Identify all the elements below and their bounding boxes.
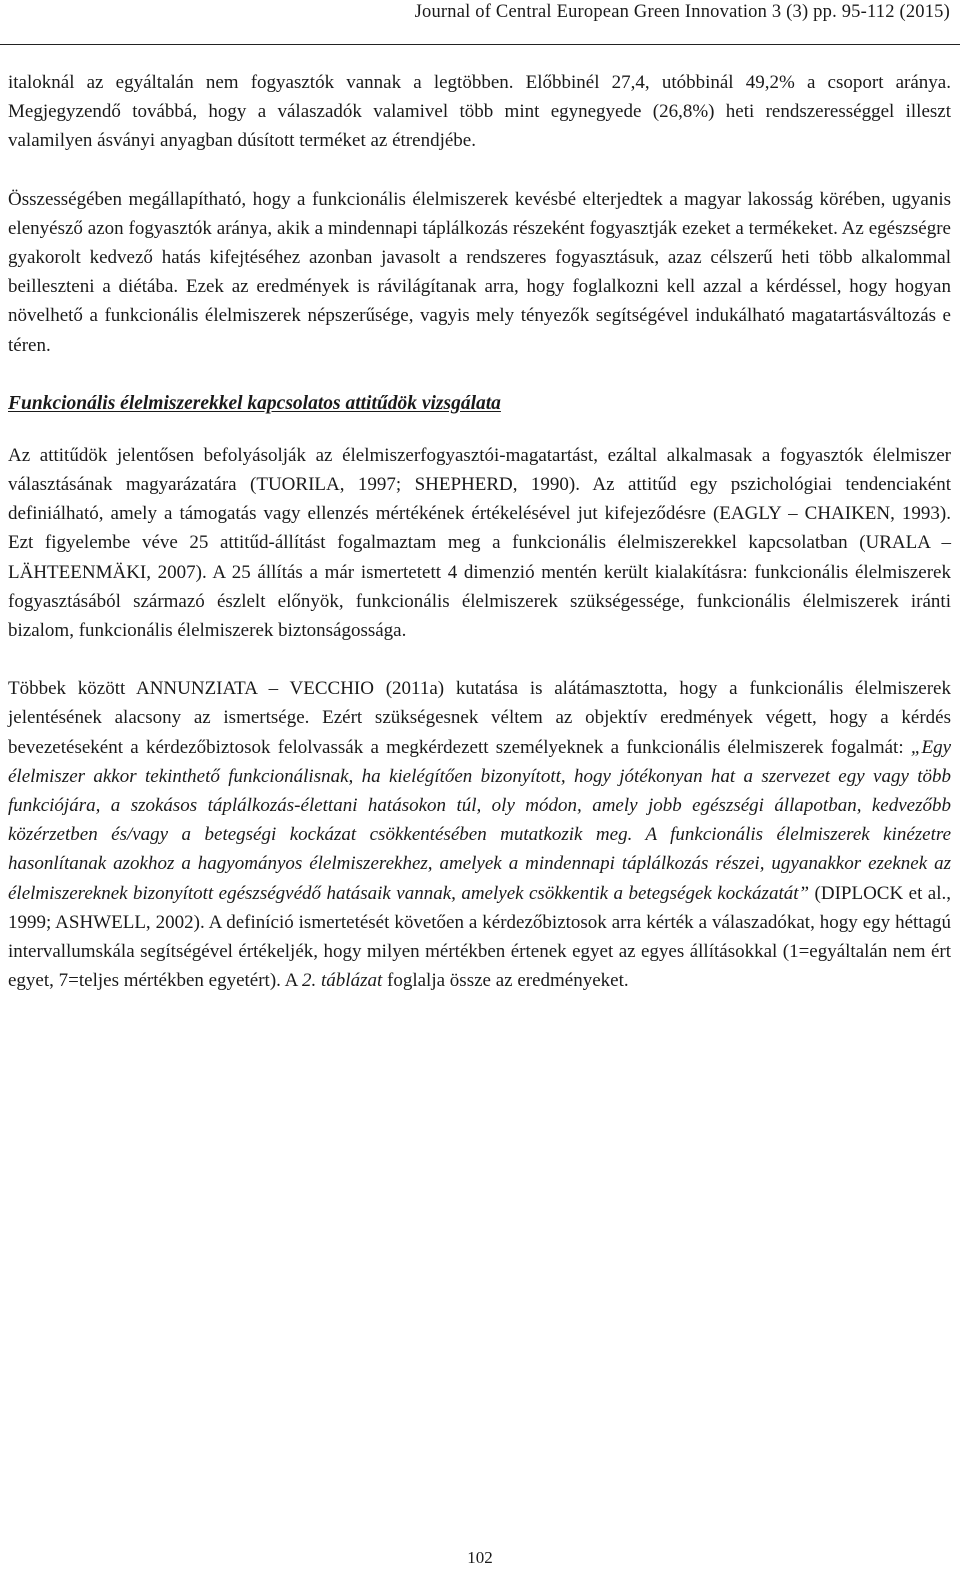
article-body	[8, 68, 951, 1024]
paragraph-4-intro: Többek között ANNUNZIATA – VECCHIO (2011a) kutatása is alátámasztotta, hogy a funkcionális élelmiszerek jelentésének alacsony az ismertsége. Ezért szükségesnek véltem az objektív eredmények végett, hogy a kérdés bevezetéseként a kérdezőbiztosok felolvassák a megkérdezett személyeknek a funkcionális élelmiszerek fogalmát:	[8, 678, 951, 758]
paragraph-1: italoknál az egyáltalán nem fogyasztók vannak a legtöbben. Előbbinél 27,4, utóbbinál 49,2% a csoport aránya. Megjegyzendő továbbá, hogy a válaszadók valamivel több mint egynegyede (26,8%) heti rendszerességgel illeszt valamilyen ásványi anyagban dúsított terméket az étrendjébe.	[8, 72, 951, 152]
definition-quote: „Egy élelmiszer akkor tekinthető funkcionálisnak, ha kielégítően bizonyított, hogy jótékonyan hat a szervezet egy vagy több funkciójára, a szokásos táplálkozás-élettani hatásokon túl, oly módon, amely jobb egészségi állapotban, kedvezőbb közérzetben és/vagy a betegségi kockázat csökkentésében mutatkozik meg. A funkcionális élelmiszerek kinézetre hasonlítanak azokhoz a hagyományos élelmiszerekhez, amelyek a mindennapi táplálkozás részei, ugyanakkor ezeknek az élelmiszereknek bizonyított egészségvédő hatásaik vannak, amelyek csökkentik a betegségek kockázatát”	[8, 736, 951, 904]
table-reference: 2. táblázat	[302, 970, 383, 992]
page-number: 102	[467, 1548, 493, 1567]
paragraph-3: Az attitűdök jelentősen befolyásolják az élelmiszerfogyasztói-magatartást, ezáltal alkalmasak a fogyasztók élelmiszer választásának magyarázatára (TUORILA, 1997; SHEPHERD, 1990). Az attitűd egy pszichológiai tendenciaként definiálható, amely a támogatás vagy ellenzés mértékének értékelésével jut kifejeződésre (EAGLY – CHAIKEN, 1993). Ezt figyelembe véve 25 attitűd-állítást fogalmaztam meg a funkcionális élelmiszerekkel kapcsolatban (URALA – LÄHTEENMÄKI, 2007). A 25 állítás a már ismertetett 4 dimenzió mentén került kialakításra: funkcionális élelmiszerek fogyasztásából származó észlelt előnyök, funkcionális élelmiszerek szükségessége, funkcionális élelmiszerek iránti bizalom, funkcionális élelmiszerek biztonságossága.	[8, 444, 951, 642]
paragraph-4-end: foglalja össze az eredményeket.	[382, 970, 629, 992]
paragraph-4-continuation: (DIPLOCK et al., 1999; ASHWELL, 2002). A definíció ismertetését követően a kérdezőbiztosok arra kérték a válaszadókat, hogy egy héttagú intervallumskála segítségével értékeljék, hogy milyen mértékben értenek egyet az egyes állításokkal (1=egyáltalán nem ért egyet, 7=teljes mértékben egyetért). A	[8, 882, 951, 992]
journal-citation: Journal of Central European Green Innovation 3 (3) pp. 95-112 (2015)	[414, 2, 950, 22]
paragraph-4	[8, 674, 951, 995]
paragraph-2: Összességében megállapítható, hogy a funkcionális élelmiszerek kevésbé elterjedtek a magyar lakosság körében, ugyanis elenyésző azon fogyasztók aránya, akik a mindennapi táplálkozás részeként fogyasztják ezeket a termékeket. Az egészségre gyakorolt kedvező hatás kifejtéséhez azonban javasolt a rendszeres fogyasztásuk, azaz célszerű heti több alkalommal beilleszteni a diétába. Ezek az eredmények is rávilágítanak arra, hogy foglalkozni kell azzal a kérdéssel, hogy hogyan növelhető a funkcionális élelmiszerek népszerűsége, vagyis mely tényezők segítségével indukálható magatartásváltozás e téren.	[8, 188, 951, 356]
journal-header	[0, 0, 960, 46]
page-footer	[0, 1548, 960, 1568]
header-divider	[0, 44, 960, 45]
section-heading: Funkcionális élelmiszerekkel kapcsolatos attitűdök vizsgálata	[8, 392, 501, 414]
